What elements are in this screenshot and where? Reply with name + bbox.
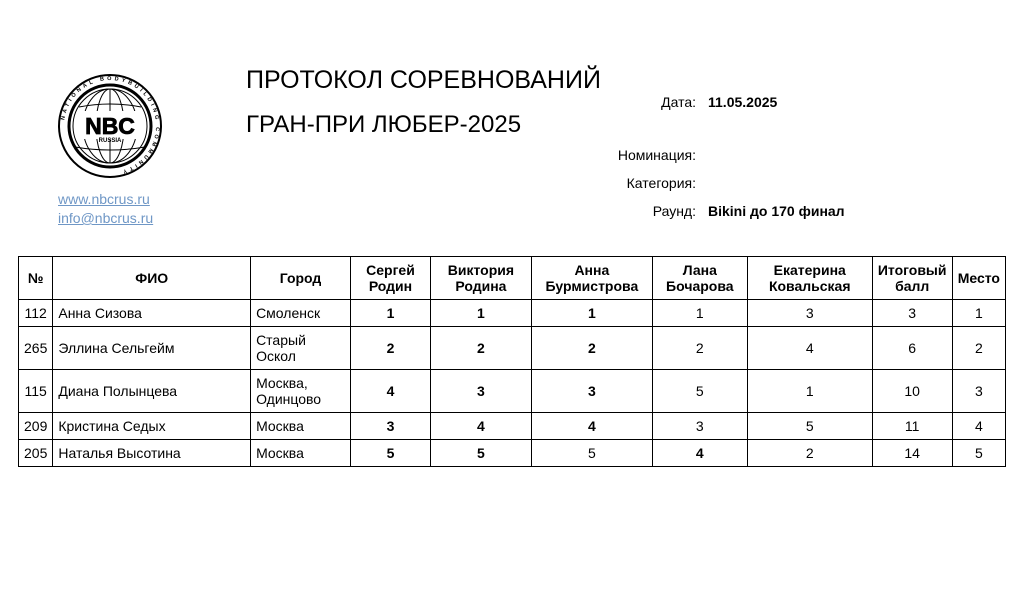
row-number: 205 <box>19 440 53 467</box>
row-total: 3 <box>872 300 952 327</box>
row-score: 3 <box>531 370 652 413</box>
row-score: 2 <box>747 440 872 467</box>
results-table <box>18 256 1006 467</box>
row-number: 112 <box>19 300 53 327</box>
table-row <box>19 300 1006 327</box>
row-place: 3 <box>952 370 1005 413</box>
row-place: 5 <box>952 440 1005 467</box>
row-score: 3 <box>747 300 872 327</box>
row-city: Москва <box>251 413 351 440</box>
header-place: Место <box>952 257 1005 300</box>
nomination-label: Номинация: <box>617 147 696 163</box>
date-label: Дата: <box>661 94 696 110</box>
logo-subtext: RUSSIA <box>98 138 122 144</box>
header-judge-2: Виктория Родина <box>430 257 531 300</box>
row-place: 4 <box>952 413 1005 440</box>
header-city: Город <box>251 257 351 300</box>
header-judge-1: Сергей Родин <box>351 257 431 300</box>
contact-links <box>58 190 153 228</box>
table-row <box>19 327 1006 370</box>
row-score: 4 <box>652 440 747 467</box>
row-number: 209 <box>19 413 53 440</box>
nbc-logo <box>57 73 163 179</box>
row-total: 14 <box>872 440 952 467</box>
row-score: 3 <box>430 370 531 413</box>
table-row <box>19 413 1006 440</box>
row-score: 5 <box>747 413 872 440</box>
header-number: № <box>19 257 53 300</box>
row-total: 10 <box>872 370 952 413</box>
header-total: Итоговый балл <box>872 257 952 300</box>
header-judge-5: Екатерина Ковальская <box>747 257 872 300</box>
row-city: Москва <box>251 440 351 467</box>
row-place: 2 <box>952 327 1005 370</box>
row-score: 3 <box>652 413 747 440</box>
header-judge-3: Анна Бурмистрова <box>531 257 652 300</box>
event-title: ГРАН-ПРИ ЛЮБЕР-2025 <box>246 111 522 138</box>
logo-text: NBC <box>85 113 135 139</box>
row-score: 5 <box>430 440 531 467</box>
row-number: 115 <box>19 370 53 413</box>
row-score: 5 <box>351 440 431 467</box>
row-score: 2 <box>430 327 531 370</box>
row-name: Эллина Сельгейм <box>53 327 251 370</box>
row-score: 4 <box>747 327 872 370</box>
row-number: 265 <box>19 327 53 370</box>
header-judge-4: Лана Бочарова <box>652 257 747 300</box>
row-score: 1 <box>531 300 652 327</box>
row-score: 1 <box>747 370 872 413</box>
round-label: Раунд: <box>652 203 696 219</box>
row-name: Наталья Высотина <box>53 440 251 467</box>
row-city: Старый Оскол <box>251 327 351 370</box>
row-score: 3 <box>351 413 431 440</box>
row-name: Диана Полынцева <box>53 370 251 413</box>
row-score: 1 <box>652 300 747 327</box>
row-score: 4 <box>531 413 652 440</box>
row-city: Смоленск <box>251 300 351 327</box>
category-label: Категория: <box>626 175 696 191</box>
row-score: 5 <box>531 440 652 467</box>
row-score: 2 <box>531 327 652 370</box>
row-name: Кристина Седых <box>53 413 251 440</box>
protocol-title: ПРОТОКОЛ СОРЕВНОВАНИЙ <box>246 66 601 94</box>
header-name: ФИО <box>53 257 251 300</box>
row-city: Москва, Одинцово <box>251 370 351 413</box>
row-score: 2 <box>351 327 431 370</box>
row-score: 1 <box>351 300 431 327</box>
row-total: 11 <box>872 413 952 440</box>
row-place: 1 <box>952 300 1005 327</box>
row-name: Анна Сизова <box>53 300 251 327</box>
email-link[interactable]: info@nbcrus.ru <box>58 210 154 226</box>
row-score: 1 <box>430 300 531 327</box>
table-row <box>19 370 1006 413</box>
row-score: 4 <box>430 413 531 440</box>
date-value: 11.05.2025 <box>708 94 778 110</box>
round-value: Bikini до 170 финал <box>708 203 845 219</box>
row-score: 2 <box>652 327 747 370</box>
table-header-row <box>19 257 1006 300</box>
row-score: 5 <box>652 370 747 413</box>
website-link[interactable]: www.nbcrus.ru <box>58 191 150 207</box>
row-total: 6 <box>872 327 952 370</box>
row-score: 4 <box>351 370 431 413</box>
table-row <box>19 440 1006 467</box>
logo-ring-text: NATIONAL BODYBUILDING COMMUNITY <box>60 75 161 175</box>
